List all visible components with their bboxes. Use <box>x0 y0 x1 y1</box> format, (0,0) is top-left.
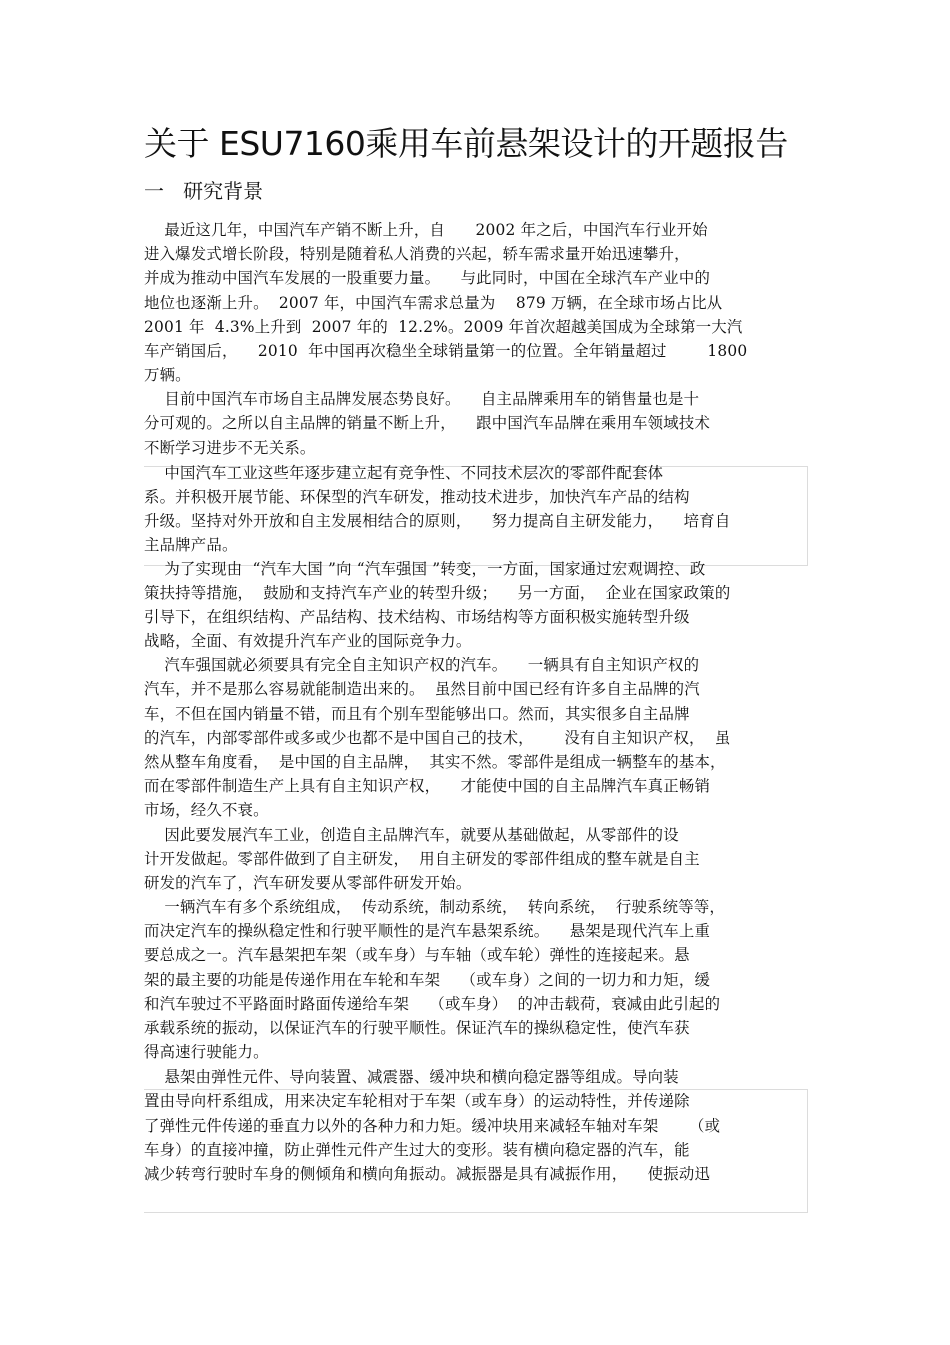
text-line: 为了实现由 “汽车大国 ”向 “汽车强国 ”转变，一方面，国家通过宏观调控、政 <box>144 559 706 578</box>
text-line: 置由导向杆系组成，用来决定车轮相对于车架（或车身）的运动特性，并传递除 <box>144 1092 690 1111</box>
text-line: 2001 年 4.3%上升到 2007 年的 12.2%。2009 年首次超越美国成为全球第一大汽 <box>144 317 743 336</box>
text-line: 进入爆发式增长阶段，特别是随着私人消费的兴起，轿车需求量开始迅速攀升， <box>144 245 690 264</box>
text-line: 因此要发展汽车工业，创造自主品牌汽车，就要从基础做起，从零部件的设 <box>144 825 679 844</box>
text-line: 主品牌产品。 <box>144 536 238 555</box>
text-line: 悬架由弹性元件、导向装置、减震器、缓冲块和横向稳定器等组成。导向装 <box>144 1068 679 1087</box>
section-heading: 一 研究背景 <box>144 179 264 203</box>
text-line: 中国汽车工业这些年逐步建立起有竞争性、不同技术层次的零部件配套体 <box>144 463 664 482</box>
text-line: 架的最主要的功能是传递作用在车轮和车架 （或车身）之间的一切力和力矩，缓 <box>144 970 711 989</box>
text-line: 战略，全面、有效提升汽车产业的国际竞争力。 <box>144 632 472 651</box>
text-line: 策扶持等措施， 鼓励和支持汽车产业的转型升级； 另一方面， 企业在国家政策的 <box>144 583 731 602</box>
text-line: 升级。坚持对外开放和自主发展相结合的原则， 努力提高自主研发能力， 培育自 <box>144 512 731 531</box>
text-line: 引导下，在组织结构、产品结构、技术结构、市场结构等方面积极实施转型升级 <box>144 607 690 626</box>
text-line: 减少转弯行驶时车身的侧倾角和横向角振动。减振器是具有减振作用， 使振动迅 <box>144 1165 711 1184</box>
text-line: 目前中国汽车市场自主品牌发展态势良好。 自主品牌乘用车的销售量也是十 <box>144 390 700 409</box>
text-line: 车产销国后， 2010 年中国再次稳坐全球销量第一的位置。全年销量超过 1800 <box>144 341 748 360</box>
text-line: 市场，经久不衰。 <box>144 801 269 820</box>
text-line: 了弹性元件传递的垂直力以外的各种力和力矩。缓冲块用来减轻车轴对车架 （或 <box>144 1116 721 1135</box>
text-line: 万辆。 <box>144 366 191 385</box>
text-line: 汽车，并不是那么容易就能制造出来的。 虽然目前中国已经有许多自主品牌的汽 <box>144 680 700 699</box>
text-line: 承载系统的振动，以保证汽车的行驶平顺性。保证汽车的操纵稳定性，使汽车获 <box>144 1018 690 1037</box>
text-line: 不断学习进步不无关系。 <box>144 438 316 457</box>
text-line: 分可观的。之所以自主品牌的销量不断上升， 跟中国汽车品牌在乘用车领域技术 <box>144 414 711 433</box>
text-line: 车身）的直接冲撞，防止弹性元件产生过大的变形。装有横向稳定器的汽车，能 <box>144 1140 690 1159</box>
text-line: 而在零部件制造生产上具有自主知识产权， 才能使中国的自主品牌汽车真正畅销 <box>144 777 711 796</box>
text-line: 的汽车，内部零部件或多或少也都不是中国自己的技术， 没有自主知识产权， 虽 <box>144 728 731 747</box>
document-title: 关于 ESU7160乘用车前悬架设计的开题报告 <box>144 124 788 163</box>
text-line: 一辆汽车有多个系统组成， 传动系统，制动系统， 转向系统， 行驶系统等等， <box>144 898 726 917</box>
text-line: 车，不但在国内销量不错，而且有个别车型能够出口。然而，其实很多自主品牌 <box>144 704 690 723</box>
text-line: 最近这几年，中国汽车产销不断上升，自 2002 年之后，中国汽车行业开始 <box>144 221 708 239</box>
text-line: 然从整车角度看， 是中国的自主品牌， 其实不然。零部件是组成一辆整车的基本， <box>144 752 726 771</box>
text-line: 得高速行驶能力。 <box>144 1043 269 1062</box>
text-line: 汽车强国就必须要具有完全自主知识产权的汽车。 一辆具有自主知识产权的 <box>144 656 700 675</box>
text-line: 而决定汽车的操纵稳定性和行驶平顺性的是汽车悬架系统。 悬架是现代汽车上重 <box>144 922 711 941</box>
text-line: 计开发做起。零部件做到了自主研发， 用自主研发的零部件组成的整车就是自主 <box>144 849 700 868</box>
text-line: 地位也逐渐上升。 2007 年，中国汽车需求总量为 879 万辆，在全球市场占比从 <box>144 293 723 312</box>
text-line: 系。并积极开展节能、环保型的汽车研发，推动技术进步，加快汽车产品的结构 <box>144 487 690 506</box>
text-line: 并成为推动中国汽车发展的一股重要力量。 与此同时，中国在全球汽车产业中的 <box>144 269 711 288</box>
text-line: 要总成之一。汽车悬架把车架（或车身）与车轴（或车轮）弹性的连接起来。悬 <box>144 946 690 965</box>
text-line: 研发的汽车了，汽车研发要从零部件研发开始。 <box>144 873 472 892</box>
text-line: 和汽车驶过不平路面时路面传递给车架 （或车身） 的冲击载荷，衰减由此引起的 <box>144 994 721 1013</box>
